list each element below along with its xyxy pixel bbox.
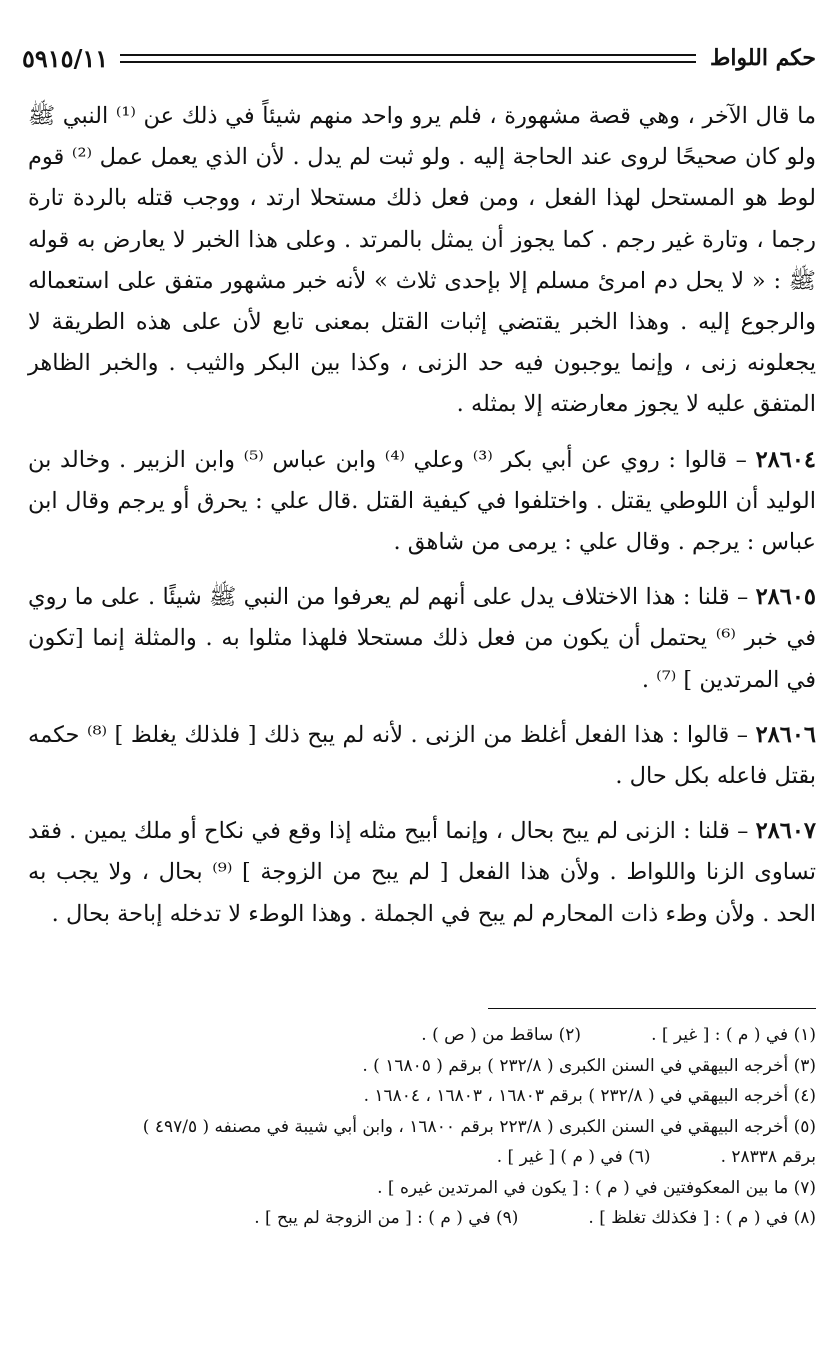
footnote-7: (٧) ما بين المعكوفتين في ( م ) : [ يكون في المرتدين غيره ] .: [377, 1177, 816, 1198]
footnote-1: (١) في ( م ) : [ غير ] .: [651, 1025, 816, 1045]
main-text: [28, 96, 816, 949]
running-header: [22, 38, 816, 78]
footnote-separator: [488, 1008, 816, 1009]
paragraph-28606: [28, 715, 816, 797]
page-reference: ٥٩١٥/١١: [22, 43, 109, 73]
entry-number: ٢٨٦٠٤: [755, 446, 816, 473]
footnote-row: [28, 1020, 816, 1051]
entry-number: ٢٨٦٠٧: [755, 818, 816, 845]
footnotes: [28, 1020, 816, 1234]
footnote-2: (٢) ساقط من ( ص ) .: [421, 1025, 582, 1045]
footnote-6: (٦) في ( م ) [ غير ] .: [496, 1147, 651, 1167]
footnote-5: (٥) أخرجه البيهقي في السنن الكبرى ( ٢٢٣/٨ برقم ١٦٨٠٠ ، وابن أبي شيبة في مصنفه ( ٤٩٧/٥ ): [142, 1116, 816, 1137]
running-title: حكم اللواط: [710, 45, 816, 71]
footnote-9: (٩) في ( م ) : [ من الزوجة لم يبح ] .: [254, 1208, 519, 1228]
entry-number: ٢٨٦٠٦: [755, 721, 816, 748]
paragraph-text: – قلنا : الزنى لم يبح بحال ، وإنما أبيح مثله إذا وقع في نكاح أو ملك يمين . فقد تساوى الزنا واللواط . ولأن هذا الفعل [ لم يبح من الزوجة ] ⁽⁹⁾ بحال ، ولا يجب به الحد . ولأن وطء ذات المحارم لم يبح في الجملة . وهذا الوطء لا تدخله إباحة بحال .: [28, 818, 816, 927]
paragraph-text: – قلنا : هذا الاختلاف يدل على أنهم لم يعرفوا من النبي ﷺ شيئًا . على ما روي في خبر ⁽⁶⁾ يحتمل أن يكون من فعل ذلك مستحلا فلهذا مثلوا به . والمثلة إنما [تكون في المرتدين ] ⁽⁷⁾ .: [28, 584, 817, 693]
footnote-5-continued: برقم ٢٨٣٣٨ .: [720, 1147, 816, 1167]
paragraph-28605: [28, 577, 816, 701]
paragraph-text: – قالوا : هذا الفعل أغلظ من الزنى . لأنه لم يبح ذلك [ فلذلك يغلظ ] ⁽⁸⁾ حكمه بقتل فاعله بكل حال .: [28, 721, 816, 790]
paragraph-continuation: [28, 96, 816, 426]
paragraph-text: – قالوا : روي عن أبي بكر ⁽³⁾ وعلي ⁽⁴⁾ وابن عباس ⁽⁵⁾ وابن الزبير . وخالد بن الوليد أن اللوطي يقتل . واختلفوا في كيفية القتل .قال علي : يحرق أو يرجم وقال ابن عباس : يرجم . وقال علي : يرمى من شاهق .: [28, 446, 816, 556]
footnote-row: [28, 1203, 816, 1234]
footnote-row: [28, 1142, 816, 1173]
footnote-3: (٣) أخرجه البيهقي في السنن الكبرى ( ٢٣٢/٨ ) برقم ( ١٦٨٠٥ ) .: [362, 1055, 816, 1076]
paragraph-28604: [28, 440, 816, 564]
entry-number: ٢٨٦٠٥: [755, 584, 816, 611]
paragraph-28607: [28, 811, 816, 935]
paragraph-text: ما قال الآخر ، وهي قصة مشهورة ، فلم يرو واحد منهم شيئاً في ذلك عن ⁽¹⁾ النبي ﷺ ولو كان صحيحًا لروى عند الحاجة إليه . ولو ثبت لم يدل . لأن الذي يعمل عمل ⁽²⁾ قوم لوط هو المستحل لهذا الفعل ، ومن فعل ذلك مستحلا ارتد ، ووجب قتله بالردة تارة رجما ، وتارة غير رجم . كما يجوز أن يمثل بالمرتد . وعلى هذا الخبر لا يعارض به قوله ﷺ : « لا يحل دم امرئ مسلم إلا بإحدى ثلاث » لأنه خبر مشهور متفق على استعماله والرجوع إليه . وهذا الخبر يقتضي إثبات القتل بمعنى تابع لأن على هذه الطريقة لا يجعلونه زنى ، وإنما يوجبون فيه حد الزنى ، وكذا بين البكر والثيب . والخبر الظاهر المتفق عليه لا يجوز معارضته إلا بمثله .: [28, 103, 816, 418]
footnote-4: (٤) أخرجه البيهقي في ( ٢٣٢/٨ ) برقم ١٦٨٠٣ ، ١٦٨٠٣ ، ١٦٨٠٤ .: [363, 1086, 816, 1106]
header-double-rule: [120, 54, 696, 63]
footnote-8: (٨) في ( م ) : [ فكذلك تغلظ ] .: [588, 1208, 816, 1228]
